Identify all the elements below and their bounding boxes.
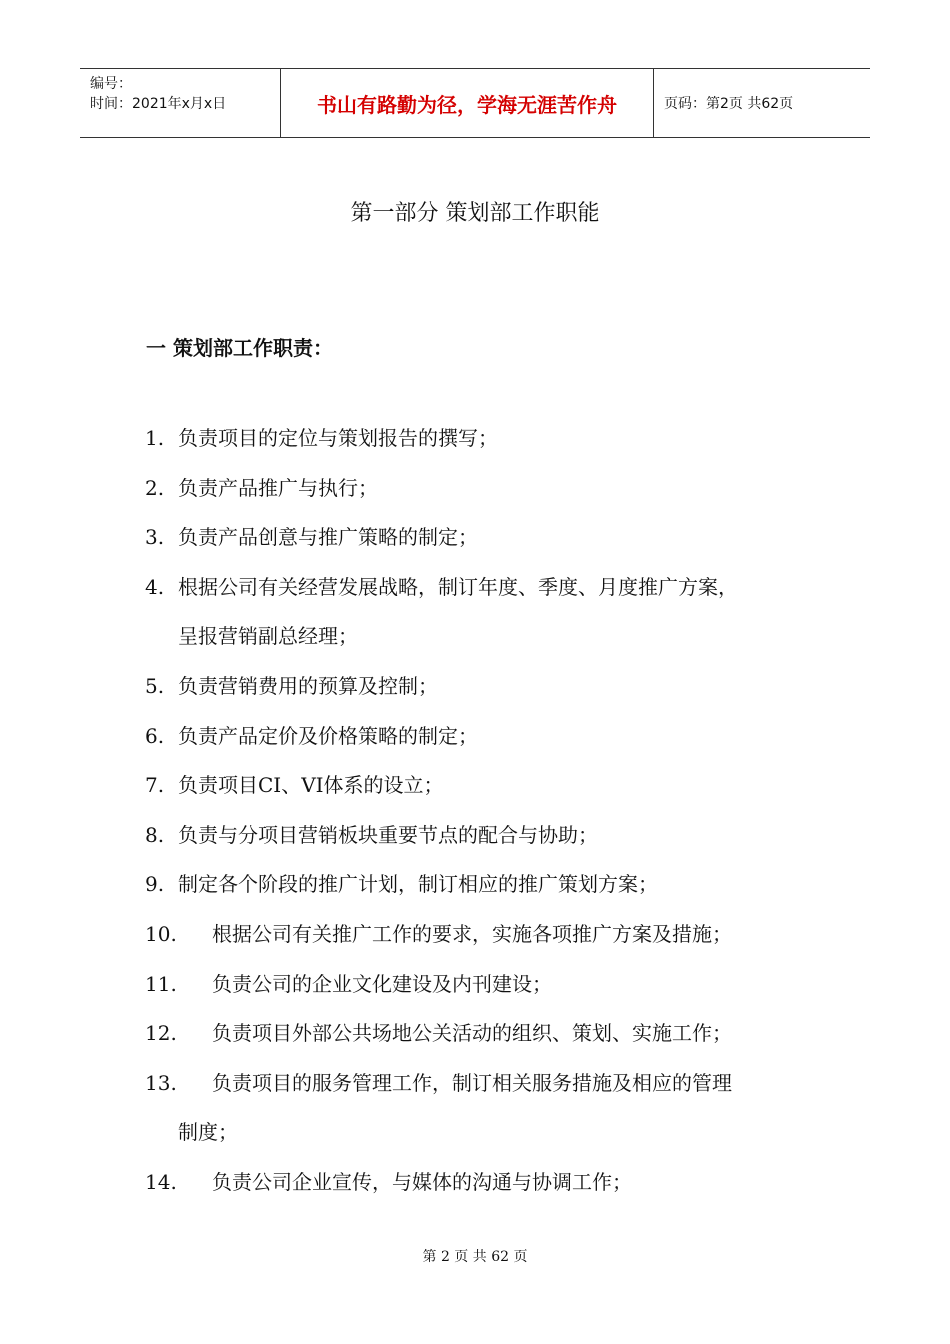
list-item xyxy=(145,910,825,960)
item-number: 12. xyxy=(145,1021,177,1046)
item-number: 2. xyxy=(145,475,165,500)
list-item xyxy=(145,761,825,811)
item-number: 7. xyxy=(145,773,165,798)
item-text-continued: 呈报营销副总经理； xyxy=(178,624,358,649)
item-number: 3. xyxy=(145,525,165,550)
item-number: 11. xyxy=(145,971,177,996)
item-text: 负责项目的定位与策划报告的撰写； xyxy=(178,426,498,450)
list-item xyxy=(145,1158,825,1208)
item-text: 负责公司企业宣传，与媒体的沟通与协调工作； xyxy=(212,1169,632,1194)
page-footer: 第 2 页 共 62 页 xyxy=(422,1249,528,1265)
item-number: 10. xyxy=(145,921,177,946)
list-item xyxy=(145,513,825,563)
list-item xyxy=(145,1009,825,1059)
number-label: 编号： xyxy=(90,76,132,92)
list-item xyxy=(145,712,825,762)
item-text: 负责营销费用的预算及控制； xyxy=(178,673,438,698)
list-item xyxy=(145,662,825,712)
item-number: 1. xyxy=(145,426,165,450)
item-text: 根据公司有关推广工作的要求，实施各项推广方案及措施； xyxy=(212,921,732,946)
motto: 书山有路勤为径，学海无涯苦作舟 xyxy=(281,69,654,137)
item-number: 4. xyxy=(145,574,165,599)
item-text: 根据公司有关经营发展战略，制订年度、季度、月度推广方案， xyxy=(178,574,738,599)
page-info: 页码：第2页 共62页 xyxy=(664,96,794,112)
list-item xyxy=(145,960,825,1010)
duty-list xyxy=(145,414,825,1208)
header-table xyxy=(80,68,870,138)
list-item xyxy=(145,563,825,662)
list-item xyxy=(145,860,825,910)
item-number: 8. xyxy=(145,822,165,847)
section-heading: 一 策划部工作职责： xyxy=(146,336,333,360)
item-text: 负责项目CI、VI体系的设立； xyxy=(178,773,444,798)
item-text: 负责产品创意与推广策略的制定； xyxy=(178,525,478,550)
item-text: 负责项目外部公共场地公关活动的组织、策划、实施工作； xyxy=(212,1021,732,1046)
time-label: 时间：2021年x月x日 xyxy=(90,96,227,112)
item-text: 负责产品定价及价格策略的制定； xyxy=(178,723,478,748)
item-text: 负责公司的企业文化建设及内刊建设； xyxy=(212,971,552,996)
header-info-cell xyxy=(80,69,281,137)
item-text: 负责项目的服务管理工作，制订相关服务措施及相应的管理 xyxy=(212,1070,732,1095)
item-text: 负责产品推广与执行； xyxy=(178,475,378,500)
document-title: 第一部分 策划部工作职能 xyxy=(350,201,600,226)
list-item xyxy=(145,811,825,861)
item-number: 6. xyxy=(145,723,165,748)
item-text: 负责与分项目营销板块重要节点的配合与协助； xyxy=(178,822,598,847)
list-item xyxy=(145,464,825,514)
item-number: 5. xyxy=(145,673,165,698)
item-number: 9. xyxy=(145,872,165,897)
item-text: 制定各个阶段的推广计划，制订相应的推广策划方案； xyxy=(178,872,658,897)
item-number: 14. xyxy=(145,1169,177,1194)
list-item xyxy=(145,414,825,464)
item-text-continued: 制度； xyxy=(178,1120,238,1145)
item-number: 13. xyxy=(145,1070,177,1095)
list-item xyxy=(145,1059,825,1158)
